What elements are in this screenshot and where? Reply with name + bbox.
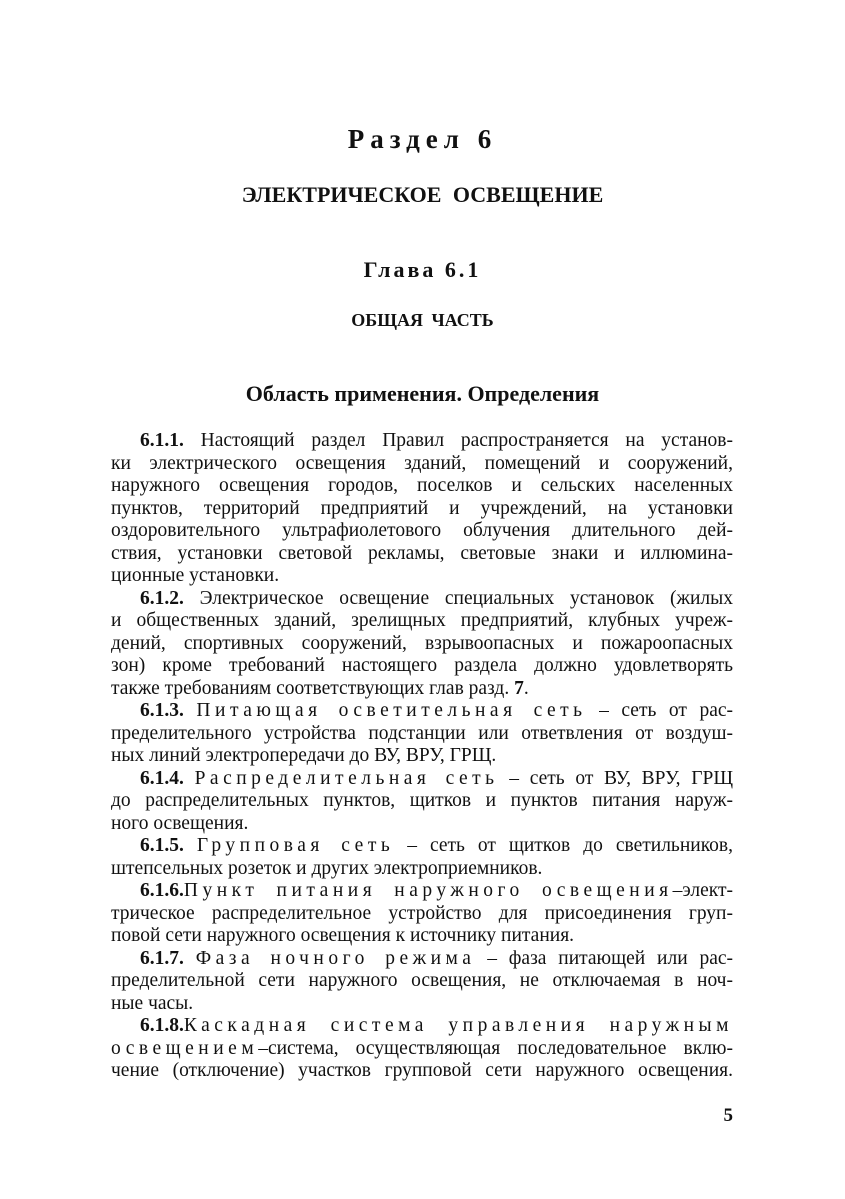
paragraph-line: пунктов, территорий предприятий и учреждений, на установки — [111, 497, 733, 519]
page-number: 5 — [723, 1105, 733, 1126]
paragraph-line: пределительной сети наружного освещения, не отключаемая в ноч- — [111, 970, 733, 991]
body-text — [111, 430, 733, 1083]
paragraph-line — [111, 1038, 733, 1061]
paragraph-line: до распределительных пунктов, щитков и пунктов питания наруж- — [111, 790, 733, 811]
paragraph-text: также требованиям соответствующих глав разд. — [111, 677, 515, 699]
clause-number: 6.1.8. — [140, 1015, 184, 1036]
clause-number: 6.1.7. — [140, 947, 184, 969]
paragraph-line: повой сети наружного освещения к источнику питания. — [111, 925, 575, 946]
paragraph-line — [111, 948, 733, 971]
paragraph-line — [111, 1015, 733, 1038]
paragraph-line: оздоровительного ультрафиолетового облучения длительного дей- — [111, 520, 733, 541]
paragraph-line — [111, 768, 733, 791]
clause-number: 6.1.1. — [140, 430, 184, 451]
clause-number: 6.1.6. — [140, 880, 184, 901]
paragraph-line: трическое распределительное устройство для присоединения груп- — [111, 902, 733, 924]
defined-term: Распределительная сеть — [194, 767, 499, 789]
section-subtitle: ЭЛЕКТРИЧЕСКОЕ ОСВЕЩЕНИЕ — [241, 182, 604, 207]
chapter-title: Глава 6.1 — [363, 257, 482, 282]
paragraph-line — [111, 835, 733, 858]
paragraph-text: . — [523, 677, 529, 699]
paragraph-line — [111, 700, 733, 723]
paragraph-line — [111, 588, 733, 611]
paragraph-line: чение (отключение) участков групповой сети наружного освещения. — [111, 1060, 733, 1081]
paragraph-line: штепсельных розеток и других электроприемников. — [111, 857, 543, 879]
clause-number: 6.1.5. — [140, 835, 184, 856]
clause-number: 6.1.4. — [140, 767, 184, 789]
clause-number: 6.1.2. — [140, 587, 184, 609]
paragraph-line: ционные установки. — [111, 565, 280, 586]
paragraph-6-1-7 — [111, 948, 733, 1016]
paragraph-text: Электрическое освещение специальных установок (жилых — [183, 587, 733, 609]
paragraph-6-1-4 — [111, 768, 733, 836]
subsection-heading: Область применения. Определения — [245, 381, 600, 406]
paragraph-6-1-1 — [111, 430, 733, 588]
section-title: Раздел 6 — [347, 124, 498, 154]
defined-term: Каскадная система управления наружным — [183, 1015, 733, 1036]
paragraph-6-1-2 — [111, 588, 733, 701]
paragraph-text: – фаза питающей или рас- — [475, 947, 734, 969]
paragraph-line: наружного освещения городов, поселков и сельских населенных — [111, 475, 733, 496]
paragraph-text: Настоящий раздел Правил распространяется на установ- — [183, 430, 733, 451]
clause-number: 6.1.3. — [140, 700, 184, 721]
paragraph-line — [111, 678, 733, 701]
paragraph-text: –элект- — [672, 880, 733, 901]
defined-term: освещением — [111, 1037, 259, 1059]
paragraph-6-1-3 — [111, 700, 733, 768]
defined-term: Пункт питания наружного освещения — [183, 880, 673, 901]
paragraph-text: –система, осуществляющая последовательное вклю- — [258, 1037, 733, 1059]
paragraph-line: ствия, установки световой рекламы, световые знаки и иллюмина- — [111, 542, 733, 564]
paragraph-line: пределительного устройства подстанции или ответвления от воздуш- — [111, 722, 733, 744]
paragraph-line: ного освещения. — [111, 812, 249, 834]
paragraph-line: ки электрического освещения зданий, помещений и сооружений, — [111, 452, 733, 474]
paragraph-6-1-6 — [111, 880, 733, 948]
paragraph-line: ных линий электропередачи до ВУ, ВРУ, ГРЩ. — [111, 745, 497, 766]
paragraph-6-1-8 — [111, 1015, 733, 1083]
defined-term: Фаза ночного режима — [195, 947, 476, 969]
paragraph-text: – сеть от щитков до светильников, — [394, 835, 734, 856]
paragraph-text: – сеть от ВУ, ВРУ, ГРЩ — [498, 767, 733, 789]
paragraph-line — [111, 880, 733, 903]
paragraph-line: ные часы. — [111, 992, 194, 1014]
paragraph-line: дений, спортивных сооружений, взрывоопасных и пожароопасных — [111, 632, 733, 654]
paragraph-line: зон) кроме требований настоящего раздела должно удовлетворять — [111, 655, 733, 676]
defined-term: Питающая осветительная сеть — [196, 700, 587, 721]
paragraph-6-1-5 — [111, 835, 733, 880]
paragraph-line: и общественных зданий, зрелищных предприятий, клубных учреж- — [111, 610, 733, 631]
paragraph-line — [111, 430, 733, 453]
defined-term: Групповая сеть — [196, 835, 395, 856]
paragraph-text: – сеть от рас- — [586, 700, 734, 721]
section-reference: 7 — [514, 677, 524, 699]
chapter-subtitle: ОБЩАЯ ЧАСТЬ — [351, 310, 494, 330]
